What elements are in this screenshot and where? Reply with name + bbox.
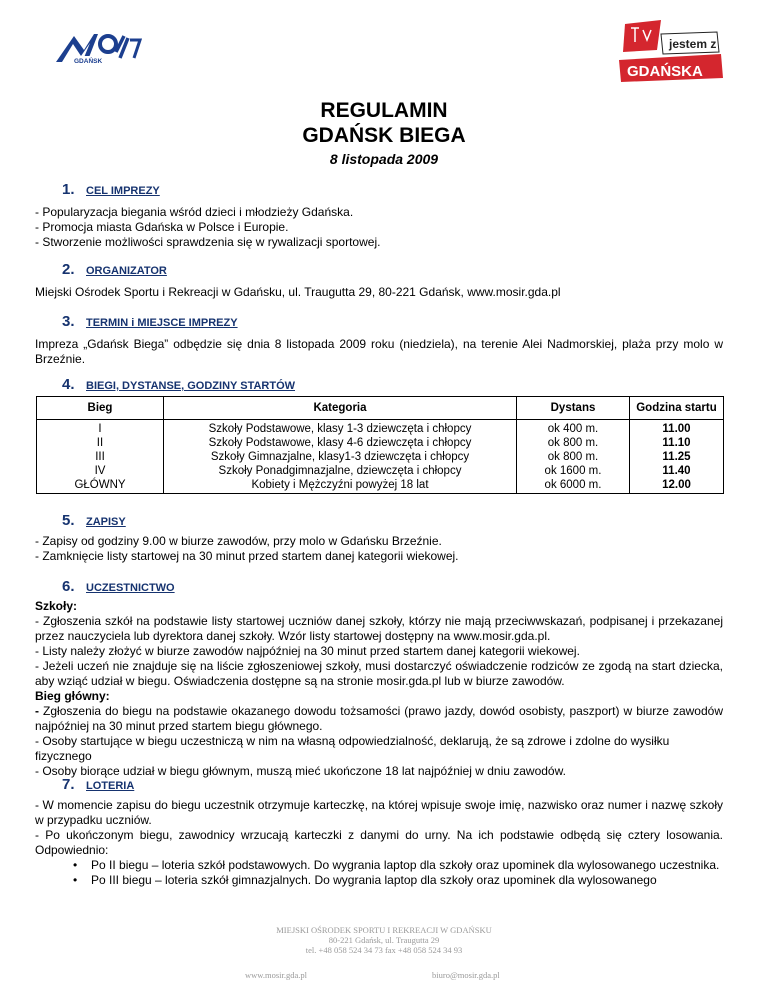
section-title: CEL IMPREZY bbox=[86, 185, 160, 197]
dystans-value: ok 6000 m. bbox=[544, 479, 602, 491]
szkoly-label: Szkoły: bbox=[35, 599, 78, 613]
termin-text: Impreza „Gdańsk Biega” odbędzie się dnia 8 listopada 2009 roku (niedziela), na terenie Alei Nadmorskiej, plaża przy molo w Brzeźnie. bbox=[35, 337, 723, 366]
section-heading-loteria bbox=[62, 776, 134, 793]
godzina-cell bbox=[630, 420, 724, 494]
section-title: LOTERIA bbox=[86, 780, 135, 792]
runs-table bbox=[36, 396, 724, 494]
loteria-para: - W momencie zapisu do biegu uczestnik otrzymuje karteczkę, na której wpisuje swoje imię, nazwisko oraz numer i nazwę szkoły w przypadku uczniów. bbox=[35, 798, 723, 827]
bieg-cell bbox=[37, 420, 164, 494]
zapisy-list bbox=[35, 534, 723, 564]
col-header-bieg: Bieg bbox=[37, 397, 164, 420]
table-row bbox=[37, 420, 724, 494]
section-title: BIEGI, DYSTANSE, GODZINY STARTÓW bbox=[86, 380, 296, 392]
bieg-value: III bbox=[95, 451, 105, 463]
section-number: 1. bbox=[62, 181, 75, 198]
kategoria-value: Szkoły Podstawowe, klasy 1-3 dziewczęta i chłopcy bbox=[208, 423, 472, 435]
glowny-item: - Osoby biorące udział w biegu głównym, muszą mieć ukończone 18 lat najpóźniej w dniu zawodów. bbox=[35, 764, 566, 778]
kategoria-cell bbox=[164, 420, 517, 494]
section-heading-termin bbox=[62, 313, 238, 330]
section-heading-zapisy bbox=[62, 512, 126, 529]
loteria-para: - Po ukończonym biegu, zawodnicy wrzucają karteczki z danymi do urny. Na ich podstawie odbędą się cztery losowania. Odpowiednio: bbox=[35, 828, 723, 857]
gdanska-text: GDAŃSKA bbox=[627, 63, 703, 80]
page-subtitle: GDAŃSK BIEGA bbox=[302, 124, 466, 147]
zapisy-item: - Zamknięcie listy startowej na 30 minut przed startem danej kategorii wiekowej. bbox=[35, 549, 459, 563]
bieg-value: II bbox=[96, 437, 104, 449]
footer-email-link[interactable]: biuro@mosir.gda.pl bbox=[432, 970, 500, 980]
bieg-value: I bbox=[98, 423, 102, 435]
event-date: 8 listopada 2009 bbox=[329, 151, 439, 167]
kategoria-value: Szkoły Ponadgimnazjalne, dziewczęta i chłopcy bbox=[218, 465, 462, 477]
glowny-item: - Osoby startujące w biegu uczestniczą w nim na własną odpowiedzialność, deklarują, że są zdrowe i zdolne do wysiłku fizycznego bbox=[35, 734, 670, 763]
godzina-value: 11.10 bbox=[662, 437, 691, 449]
dystans-value: ok 800 m. bbox=[547, 451, 599, 463]
section-number: 6. bbox=[62, 578, 75, 595]
szkoly-item: - Listy należy złożyć w biurze zawodów najpóźniej na 30 minut przed startem danej kategorii wiekowej. bbox=[35, 644, 580, 658]
list-item: • Po III biegu – loteria szkół gimnazjalnych. Do wygrania laptop dla szkoły oraz upominek dla wylosowanego bbox=[91, 873, 723, 888]
footer-org-name: MIEJSKI OŚRODEK SPORTU I REKREACJI W GDAŃSKU bbox=[276, 925, 492, 935]
footer-phone: tel. +48 058 524 34 73 fax +48 058 524 34 93 bbox=[305, 945, 463, 955]
loteria-bullets bbox=[35, 858, 723, 888]
section-number: 7. bbox=[62, 776, 75, 793]
list-item: • Po II biegu – loteria szkół podstawowych. Do wygrania laptop dla szkoły oraz upominek dla wylosowanego uczestnika. bbox=[91, 858, 723, 873]
mosir-logo bbox=[54, 30, 142, 66]
section-number: 3. bbox=[62, 313, 75, 330]
cel-item: - Popularyzacja biegania wśród dzieci i młodzieży Gdańska. bbox=[35, 205, 354, 219]
footer-address: 80-221 Gdańsk, ul. Traugutta 29 bbox=[328, 935, 440, 945]
glowny-text: Zgłoszenia do biegu na podstawie okazanego dowodu tożsamości (prawo jazdy, dowód osobisty, paszport) w biurze zawodów najpóźniej na 30 minut przed startem biegu głównego. bbox=[35, 704, 723, 733]
footer-website-link[interactable]: www.mosir.gda.pl bbox=[245, 970, 308, 980]
col-header-kategoria: Kategoria bbox=[164, 397, 517, 420]
jestem-z-gdanska-logo bbox=[617, 20, 727, 82]
cel-item: - Promocja miasta Gdańska w Polsce i Europie. bbox=[35, 220, 289, 234]
uczestnictwo-body bbox=[35, 599, 723, 779]
section-heading-organizator bbox=[62, 261, 167, 278]
section-title: ZAPISY bbox=[86, 516, 126, 528]
godzina-value: 11.25 bbox=[662, 451, 691, 463]
bieg-value: GŁÓWNY bbox=[74, 479, 126, 491]
page-title: REGULAMIN bbox=[320, 99, 448, 122]
dystans-value: ok 800 m. bbox=[547, 437, 599, 449]
section-title: TERMIN i MIEJSCE IMPREZY bbox=[86, 317, 238, 329]
kategoria-value: Szkoły Gimnazjalne, klasy1-3 dziewczęta i chłopcy bbox=[210, 451, 470, 463]
section-heading-uczestnictwo bbox=[62, 578, 175, 595]
col-header-godzina: Godzina startu bbox=[630, 397, 724, 420]
section-number: 5. bbox=[62, 512, 75, 529]
table-header-row bbox=[37, 397, 724, 420]
zapisy-item: - Zapisy od godziny 9.00 w biurze zawodów, przy molo w Gdańsku Brzeźnie. bbox=[35, 534, 442, 548]
cel-list bbox=[35, 205, 723, 250]
godzina-value: 11.40 bbox=[662, 465, 691, 477]
section-number: 2. bbox=[62, 261, 75, 278]
jestem-text: jestem z bbox=[669, 37, 717, 51]
section-title: ORGANIZATOR bbox=[86, 265, 167, 277]
section-title: UCZESTNICTWO bbox=[86, 582, 175, 594]
szkoly-item: - Zgłoszenia szkół na podstawie listy startowej uczniów danej szkoły, którzy nie mają przeciwwskazań, podpisanej i przekazanej przez nauczyciela lub dyrektora danej szkoły. Wzór listy startowej dostępny na www.mosir.gda.pl. bbox=[35, 614, 723, 643]
section-heading-biegi bbox=[62, 376, 295, 393]
col-header-dystans: Dystans bbox=[517, 397, 630, 420]
dystans-value: ok 400 m. bbox=[547, 423, 599, 435]
section-heading-cel bbox=[62, 181, 160, 198]
dystans-cell bbox=[517, 420, 630, 494]
godzina-value: 12.00 bbox=[662, 479, 691, 491]
bieg-value: IV bbox=[94, 465, 106, 477]
loteria-body bbox=[35, 798, 723, 888]
dystans-value: ok 1600 m. bbox=[544, 465, 602, 477]
szkoly-item: - Jeżeli uczeń nie znajduje się na liście zgłoszeniowej szkoły, musi dostarczyć oświadczenie rodziców ze zgodą na start dziecka, aby wziąć udział w biegu. Oświadczenia dostępne są na stronie mosir.gda.pl lub w biurze zawodów. bbox=[35, 659, 723, 688]
glowny-item bbox=[35, 704, 723, 734]
cel-item: - Stworzenie możliwości sprawdzenia się w rywalizacji sportowej. bbox=[35, 235, 381, 249]
glowny-dash: - bbox=[35, 704, 44, 718]
godzina-value: 11.00 bbox=[662, 423, 691, 435]
kategoria-value: Szkoły Podstawowe, klasy 4-6 dziewczęta i chłopcy bbox=[208, 437, 472, 449]
mosir-logo-text: GDAŃSK bbox=[74, 58, 103, 65]
glowny-label: Bieg główny: bbox=[35, 689, 110, 703]
organizator-text: Miejski Ośrodek Sportu i Rekreacji w Gdańsku, ul. Traugutta 29, 80-221 Gdańsk, www.mosir.gda.pl bbox=[35, 285, 561, 299]
kategoria-value: Kobiety i Mężczyźni powyżej 18 lat bbox=[251, 479, 429, 491]
section-number: 4. bbox=[62, 376, 75, 393]
